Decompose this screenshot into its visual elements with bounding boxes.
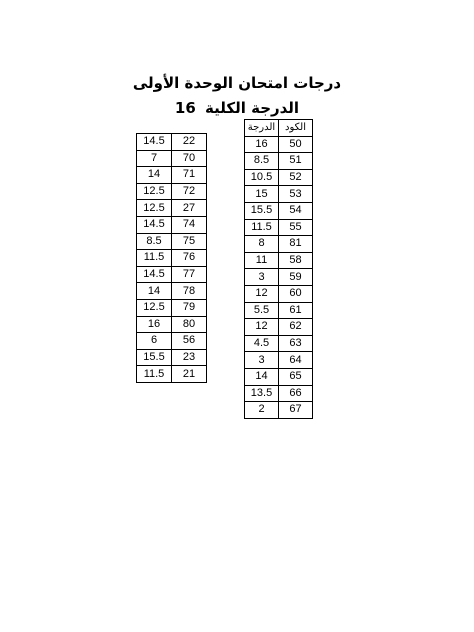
grade-column-header: الدرجة (245, 120, 279, 137)
code-cell: 75 (172, 233, 207, 250)
grade-cell: 6 (137, 333, 172, 350)
grade-cell: 16 (245, 136, 279, 153)
grade-cell: 12 (245, 319, 279, 336)
code-cell: 80 (172, 316, 207, 333)
table-row (137, 349, 207, 366)
grade-cell: 12.5 (137, 183, 172, 200)
grade-cell: 7 (137, 150, 172, 167)
table-row (245, 302, 313, 319)
code-cell: 65 (279, 368, 313, 385)
grade-cell: 16 (137, 316, 172, 333)
grade-cell: 8.5 (137, 233, 172, 250)
code-cell: 22 (172, 134, 207, 151)
grade-cell: 11.5 (245, 219, 279, 236)
table-row (245, 385, 313, 402)
grade-cell: 12.5 (137, 299, 172, 316)
grade-cell: 14 (137, 167, 172, 184)
table-row (245, 285, 313, 302)
table-row (137, 134, 207, 151)
table-header-row (245, 120, 313, 137)
grade-cell: 13.5 (245, 385, 279, 402)
total-grade-line (0, 99, 474, 117)
code-cell: 72 (172, 183, 207, 200)
page-title: درجات امتحان الوحدة الأولى (132, 74, 342, 92)
code-cell: 64 (279, 352, 313, 369)
table-row (137, 316, 207, 333)
table-row (245, 402, 313, 419)
grade-cell: 15.5 (245, 202, 279, 219)
code-cell: 21 (172, 366, 207, 383)
code-cell: 53 (279, 186, 313, 203)
grade-cell: 3 (245, 269, 279, 286)
grade-cell: 14.5 (137, 266, 172, 283)
code-cell: 71 (172, 167, 207, 184)
code-cell: 70 (172, 150, 207, 167)
grade-cell: 11 (245, 252, 279, 269)
code-cell: 58 (279, 252, 313, 269)
code-column-header: الكود (279, 120, 313, 137)
total-grade-value: 16 (174, 99, 196, 117)
grade-cell: 14.5 (137, 134, 172, 151)
table-row (137, 167, 207, 184)
table-row (137, 299, 207, 316)
table-row (245, 319, 313, 336)
table-row (245, 352, 313, 369)
code-cell: 54 (279, 202, 313, 219)
grade-cell: 10.5 (245, 169, 279, 186)
code-cell: 66 (279, 385, 313, 402)
grade-cell: 11.5 (137, 366, 172, 383)
code-cell: 81 (279, 236, 313, 253)
table-row (245, 153, 313, 170)
table-row (245, 169, 313, 186)
grades-table-right (244, 119, 313, 419)
code-cell: 27 (172, 200, 207, 217)
table-row (245, 219, 313, 236)
code-cell: 51 (279, 153, 313, 170)
table-row (137, 333, 207, 350)
grade-cell: 14 (137, 283, 172, 300)
grade-cell: 14 (245, 368, 279, 385)
grade-cell: 8 (245, 236, 279, 253)
code-cell: 61 (279, 302, 313, 319)
code-cell: 74 (172, 216, 207, 233)
grade-cell: 5.5 (245, 302, 279, 319)
code-cell: 56 (172, 333, 207, 350)
table-row (245, 202, 313, 219)
table-row (137, 250, 207, 267)
grade-cell: 12 (245, 285, 279, 302)
table-row (245, 252, 313, 269)
grade-cell: 15.5 (137, 349, 172, 366)
table-row (137, 183, 207, 200)
table-row (245, 335, 313, 352)
code-cell: 52 (279, 169, 313, 186)
total-grade-label: الدرجة الكلية (205, 99, 300, 117)
table-row (245, 136, 313, 153)
table-row (245, 186, 313, 203)
code-cell: 23 (172, 349, 207, 366)
code-cell: 79 (172, 299, 207, 316)
table-row (137, 200, 207, 217)
code-cell: 77 (172, 266, 207, 283)
code-cell: 55 (279, 219, 313, 236)
code-cell: 62 (279, 319, 313, 336)
table-row (137, 266, 207, 283)
table-row (245, 368, 313, 385)
table-row (137, 216, 207, 233)
table-row (245, 269, 313, 286)
code-cell: 60 (279, 285, 313, 302)
table-row (137, 283, 207, 300)
grade-cell: 14.5 (137, 216, 172, 233)
table-row (137, 233, 207, 250)
code-cell: 67 (279, 402, 313, 419)
grade-cell: 2 (245, 402, 279, 419)
table-row (137, 150, 207, 167)
grade-cell: 4.5 (245, 335, 279, 352)
grade-cell: 12.5 (137, 200, 172, 217)
code-cell: 78 (172, 283, 207, 300)
table-row (137, 366, 207, 383)
grade-cell: 11.5 (137, 250, 172, 267)
code-cell: 63 (279, 335, 313, 352)
grades-table-left (136, 133, 207, 383)
grade-cell: 8.5 (245, 153, 279, 170)
code-cell: 50 (279, 136, 313, 153)
grade-cell: 3 (245, 352, 279, 369)
table-row (245, 236, 313, 253)
grade-cell: 15 (245, 186, 279, 203)
code-cell: 59 (279, 269, 313, 286)
code-cell: 76 (172, 250, 207, 267)
